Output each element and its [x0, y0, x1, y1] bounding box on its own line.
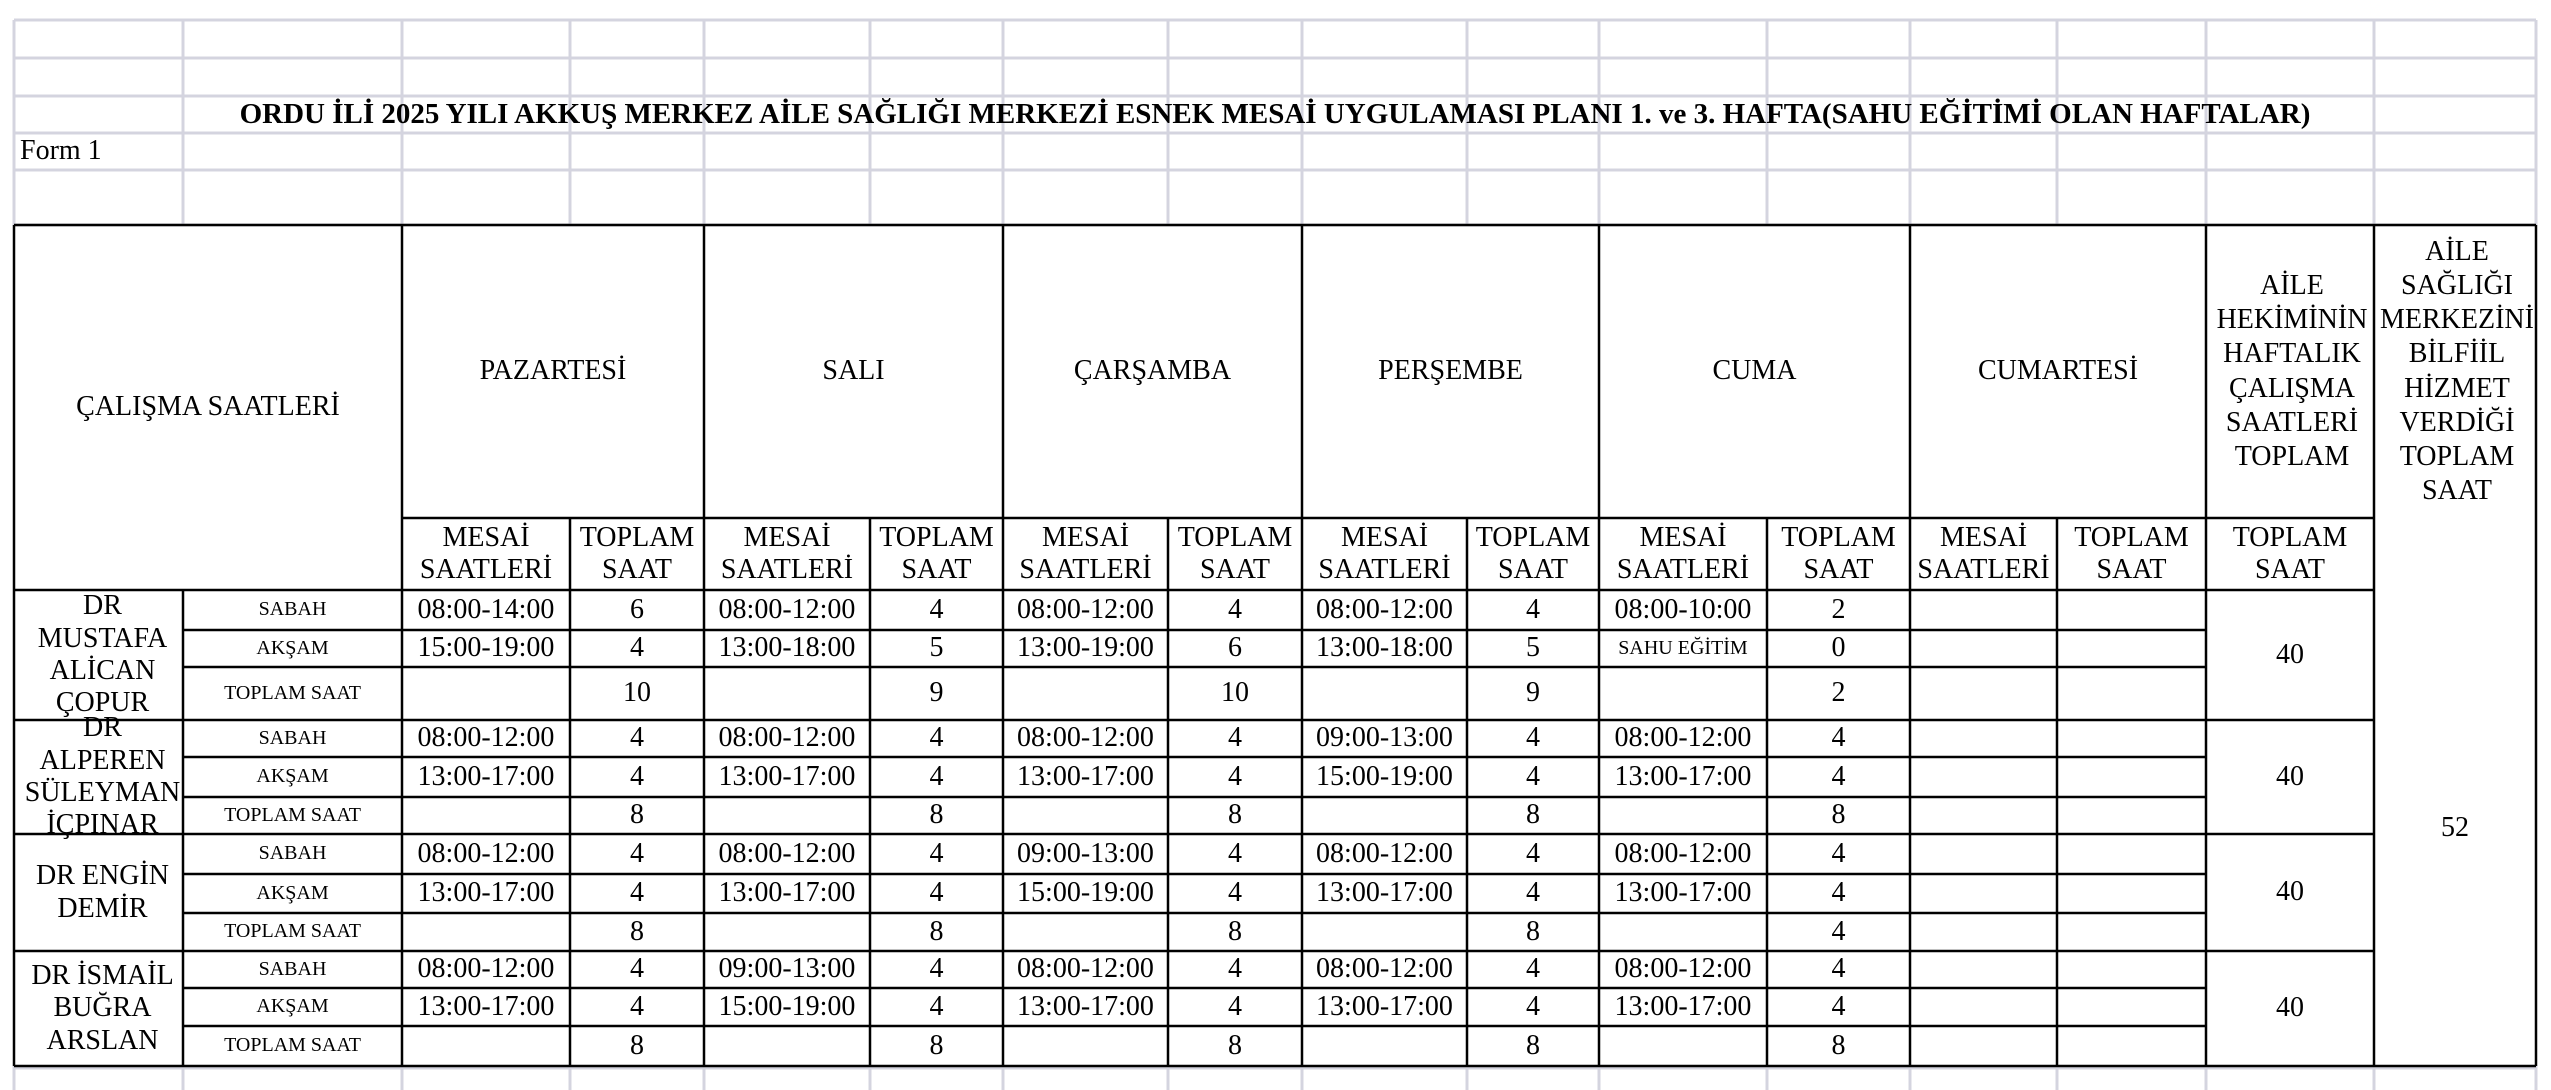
header-weekly-total: AİLE HEKİMİNİN HAFTALIK ÇALIŞMA SAATLERİ TOPLAM: [2216, 270, 2368, 472]
schedule-cell: 13:00-18:00: [718, 632, 856, 664]
doctor-weekly-total: 40: [2276, 638, 2304, 670]
schedule-cell: 4: [929, 990, 944, 1022]
schedule-cell: 08:00-12:00: [1017, 953, 1154, 985]
schedule-cell: [1910, 834, 2057, 874]
header-mesai-saatleri: MESAİ SAATLERİ: [1616, 521, 1750, 585]
schedule-cell: 5: [1526, 632, 1540, 664]
row-label: TOPLAM SAAT: [224, 1034, 361, 1057]
schedule-cell: [1910, 667, 2057, 720]
schedule-cell: [2057, 874, 2206, 913]
schedule-cell: [704, 667, 870, 720]
schedule-cell: 15:00-19:00: [1316, 760, 1453, 792]
schedule-cell: 8: [1228, 799, 1242, 831]
doctor-name: DR MUSTAFA ALİCAN ÇOPUR: [37, 590, 168, 719]
schedule-cell: [2057, 834, 2206, 874]
schedule-cell: 8: [630, 1029, 644, 1061]
schedule-cell: [1910, 797, 2057, 834]
schedule-cell: 09:00-13:00: [1316, 722, 1453, 754]
schedule-cell: 4: [630, 837, 644, 869]
doctor-weekly-total: 40: [2276, 876, 2304, 908]
schedule-cell: 4: [929, 722, 944, 754]
schedule-cell: 08:00-14:00: [417, 593, 555, 625]
doctor-weekly-total: 40: [2276, 992, 2304, 1024]
schedule-cell: 13:00-17:00: [1614, 760, 1752, 792]
schedule-cell: 08:00-12:00: [1316, 593, 1453, 625]
schedule-cell: 4: [1526, 722, 1540, 754]
schedule-cell: 9: [929, 677, 944, 709]
schedule-cell: [1910, 988, 2057, 1026]
schedule-cell: 08:00-12:00: [417, 837, 555, 869]
doctor-name: DR ALPEREN SÜLEYMAN İÇPINAR: [24, 712, 181, 841]
header-day: CUMA: [1712, 355, 1797, 387]
header-day: ÇARŞAMBA: [1073, 355, 1232, 387]
schedule-cell: 4: [1228, 722, 1242, 754]
schedule-cell: [1910, 590, 2057, 630]
row-label: TOPLAM SAAT: [224, 681, 361, 704]
schedule-cell: 4: [1228, 990, 1242, 1022]
schedule-cell: 2: [1831, 677, 1846, 709]
header-weekly-total-sub: TOPLAM SAAT: [2232, 521, 2348, 585]
schedule-cell: [2057, 720, 2206, 757]
header-mesai-saatleri: MESAİ SAATLERİ: [1019, 521, 1152, 585]
schedule-cell: [2057, 951, 2206, 988]
schedule-cell: [2057, 630, 2206, 667]
schedule-cell: 09:00-13:00: [1017, 837, 1154, 869]
schedule-cell: SAHU EĞİTİM: [1618, 636, 1748, 659]
schedule-cell: [1910, 720, 2057, 757]
schedule-cell: 4: [630, 760, 644, 792]
row-label: SABAH: [258, 957, 327, 980]
schedule-cell: [2057, 797, 2206, 834]
schedule-cell: [2057, 913, 2206, 951]
schedule-cell: 08:00-12:00: [1017, 593, 1154, 625]
schedule-cell: [1910, 874, 2057, 913]
schedule-cell: 4: [1228, 760, 1242, 792]
schedule-cell: 2: [1831, 593, 1846, 625]
schedule-cell: [2057, 1026, 2206, 1066]
row-label: AKŞAM: [256, 995, 329, 1018]
schedule-cell: [704, 797, 870, 834]
schedule-cell: 4: [1526, 593, 1540, 625]
schedule-cell: 5: [929, 632, 944, 664]
doctor-name: DR ENGİN DEMİR: [36, 860, 169, 924]
schedule-cell: 13:00-17:00: [1017, 990, 1154, 1022]
schedule-cell: 4: [1228, 953, 1242, 985]
schedule-cell: 6: [1228, 632, 1242, 664]
schedule-cell: 4: [1831, 837, 1846, 869]
row-label: TOPLAM SAAT: [224, 803, 361, 826]
row-label: AKŞAM: [256, 881, 329, 904]
schedule-cell: 4: [1228, 593, 1242, 625]
schedule-cell: [1910, 630, 2057, 667]
schedule-cell: 4: [1831, 722, 1846, 754]
header-mesai-saatleri: MESAİ SAATLERİ: [720, 521, 854, 585]
schedule-cell: 13:00-17:00: [1316, 990, 1453, 1022]
header-toplam-saat: TOPLAM SAAT: [879, 521, 994, 585]
schedule-cell: 13:00-19:00: [1017, 632, 1154, 664]
doctor-name: DR İSMAİL BUĞRA ARSLAN: [31, 959, 174, 1056]
schedule-cell: [1599, 913, 1767, 951]
schedule-cell: [1599, 1026, 1767, 1066]
schedule-cell: 4: [630, 953, 644, 985]
schedule-cell: 0: [1831, 632, 1846, 664]
schedule-cell: 13:00-18:00: [1316, 632, 1453, 664]
schedule-cell: [1910, 1026, 2057, 1066]
schedule-cell: 4: [1526, 877, 1540, 909]
schedule-cell: [402, 667, 570, 720]
schedule-cell: 13:00-17:00: [718, 877, 856, 909]
schedule-cell: 8: [929, 799, 944, 831]
schedule-cell: 4: [1831, 760, 1846, 792]
schedule-cell: 08:00-12:00: [1316, 953, 1453, 985]
schedule-cell: 08:00-12:00: [1614, 837, 1752, 869]
schedule-cell: 8: [1526, 915, 1540, 947]
schedule-cell: 4: [929, 953, 944, 985]
schedule-cell: 8: [929, 1029, 944, 1061]
schedule-cell: [1910, 757, 2057, 797]
schedule-cell: 08:00-10:00: [1614, 593, 1752, 625]
schedule-cell: 4: [1526, 837, 1540, 869]
schedule-cell: 4: [1831, 877, 1846, 909]
schedule-cell: 4: [1228, 837, 1242, 869]
schedule-cell: 13:00-17:00: [1017, 760, 1154, 792]
header-day: CUMARTESİ: [1977, 355, 2139, 387]
schedule-cell: 4: [630, 632, 644, 664]
schedule-cell: 8: [630, 799, 644, 831]
schedule-cell: 08:00-12:00: [718, 593, 856, 625]
schedule-cell: [402, 1026, 570, 1066]
row-label: SABAH: [258, 598, 327, 621]
schedule-cell: 08:00-12:00: [718, 722, 856, 754]
schedule-cell: 4: [1526, 760, 1540, 792]
schedule-cell: 4: [929, 760, 944, 792]
schedule-cell: 8: [1228, 1029, 1242, 1061]
center-total-value: 52: [2441, 811, 2469, 843]
header-toplam-saat: TOPLAM SAAT: [2074, 521, 2189, 585]
header-day: PERŞEMBE: [1378, 355, 1523, 387]
schedule-cell: 13:00-17:00: [1614, 877, 1752, 909]
schedule-cell: 4: [1831, 915, 1846, 947]
schedule-cell: 4: [1526, 953, 1540, 985]
schedule-cell: 13:00-17:00: [417, 990, 555, 1022]
schedule-cell: [2057, 988, 2206, 1026]
schedule-cell: 10: [623, 677, 651, 709]
header-mesai-saatleri: MESAİ SAATLERİ: [419, 521, 553, 585]
schedule-cell: 8: [1228, 915, 1242, 947]
schedule-cell: 08:00-12:00: [1017, 722, 1154, 754]
schedule-cell: [2057, 667, 2206, 720]
schedule-cell: [1302, 913, 1467, 951]
schedule-cell: 13:00-17:00: [417, 877, 555, 909]
schedule-cell: 4: [1831, 953, 1846, 985]
schedule-cell: 15:00-19:00: [417, 632, 555, 664]
schedule-cell: [1910, 913, 2057, 951]
schedule-cell: 15:00-19:00: [1017, 877, 1154, 909]
schedule-cell: 8: [1526, 1029, 1540, 1061]
schedule-cell: [2057, 590, 2206, 630]
schedule-cell: [1302, 1026, 1467, 1066]
schedule-cell: 8: [1831, 1029, 1846, 1061]
header-mesai-saatleri: MESAİ SAATLERİ: [1917, 521, 2050, 585]
document-title: ORDU İLİ 2025 YILI AKKUŞ MERKEZ AİLE SAĞLIĞI MERKEZİ ESNEK MESAİ UYGULAMASI PLANI 1. ve 3. HAFTA(SAHU EĞİTİMİ OLAN HAFTALAR): [239, 97, 2311, 130]
doctor-weekly-total: 40: [2276, 760, 2304, 792]
schedule-cell: [402, 797, 570, 834]
header-calisma-saatleri: ÇALIŞMA SAATLERİ: [76, 391, 340, 423]
header-day: PAZARTESİ: [479, 355, 627, 387]
schedule-cell: 8: [630, 915, 644, 947]
header-toplam-saat: TOPLAM SAAT: [1781, 521, 1896, 585]
schedule-cell: [2057, 757, 2206, 797]
row-label: SABAH: [258, 726, 327, 749]
schedule-cell: 9: [1526, 677, 1540, 709]
schedule-cell: 8: [1526, 799, 1540, 831]
schedule-cell: 8: [929, 915, 944, 947]
row-label: TOPLAM SAAT: [224, 920, 361, 943]
schedule-cell: 08:00-12:00: [718, 837, 856, 869]
schedule-cell: 08:00-12:00: [1316, 837, 1453, 869]
row-label: AKŞAM: [256, 636, 329, 659]
schedule-cell: 15:00-19:00: [718, 990, 856, 1022]
header-toplam-saat: TOPLAM SAAT: [1177, 521, 1293, 585]
schedule-cell: [1599, 797, 1767, 834]
schedule-cell: 4: [929, 593, 944, 625]
schedule-cell: 08:00-12:00: [1614, 722, 1752, 754]
schedule-cell: [1302, 667, 1467, 720]
schedule-cell: [1599, 667, 1767, 720]
schedule-cell: 08:00-12:00: [417, 953, 555, 985]
schedule-cell: 4: [1526, 990, 1540, 1022]
schedule-cell: 09:00-13:00: [718, 953, 856, 985]
schedule-cell: 08:00-12:00: [1614, 953, 1752, 985]
schedule-cell: [1910, 951, 2057, 988]
row-label: SABAH: [258, 842, 327, 865]
header-center-total: AİLE SAĞLIĞI MERKEZİNİ BİLFİİL HİZMET VERDİĞİ TOPLAM SAAT: [2380, 235, 2534, 506]
schedule-cell: [402, 913, 570, 951]
schedule-cell: 13:00-17:00: [1316, 877, 1453, 909]
schedule-cell: 10: [1221, 677, 1249, 709]
header-toplam-saat: TOPLAM SAAT: [1475, 521, 1591, 585]
header-mesai-saatleri: MESAİ SAATLERİ: [1318, 521, 1451, 585]
schedule-cell: 13:00-17:00: [417, 760, 555, 792]
schedule-cell: 13:00-17:00: [1614, 990, 1752, 1022]
schedule-cell: [1003, 913, 1168, 951]
header-day: SALI: [822, 355, 885, 387]
schedule-cell: 13:00-17:00: [718, 760, 856, 792]
schedule-cell: [1302, 797, 1467, 834]
form-label: Form 1: [20, 135, 102, 167]
schedule-cell: 4: [630, 877, 644, 909]
schedule-cell: [704, 913, 870, 951]
schedule-cell: 4: [1831, 990, 1846, 1022]
schedule-cell: 4: [929, 837, 944, 869]
schedule-cell: 08:00-12:00: [417, 722, 555, 754]
schedule-cell: 8: [1831, 799, 1846, 831]
schedule-cell: [1003, 667, 1168, 720]
header-toplam-saat: TOPLAM SAAT: [579, 521, 695, 585]
schedule-cell: [1003, 797, 1168, 834]
row-label: AKŞAM: [256, 765, 329, 788]
schedule-cell: 4: [929, 877, 944, 909]
schedule-cell: 6: [630, 593, 644, 625]
schedule-cell: 4: [1228, 877, 1242, 909]
schedule-cell: 4: [630, 990, 644, 1022]
schedule-cell: [704, 1026, 870, 1066]
schedule-cell: 4: [630, 722, 644, 754]
schedule-cell: [1003, 1026, 1168, 1066]
